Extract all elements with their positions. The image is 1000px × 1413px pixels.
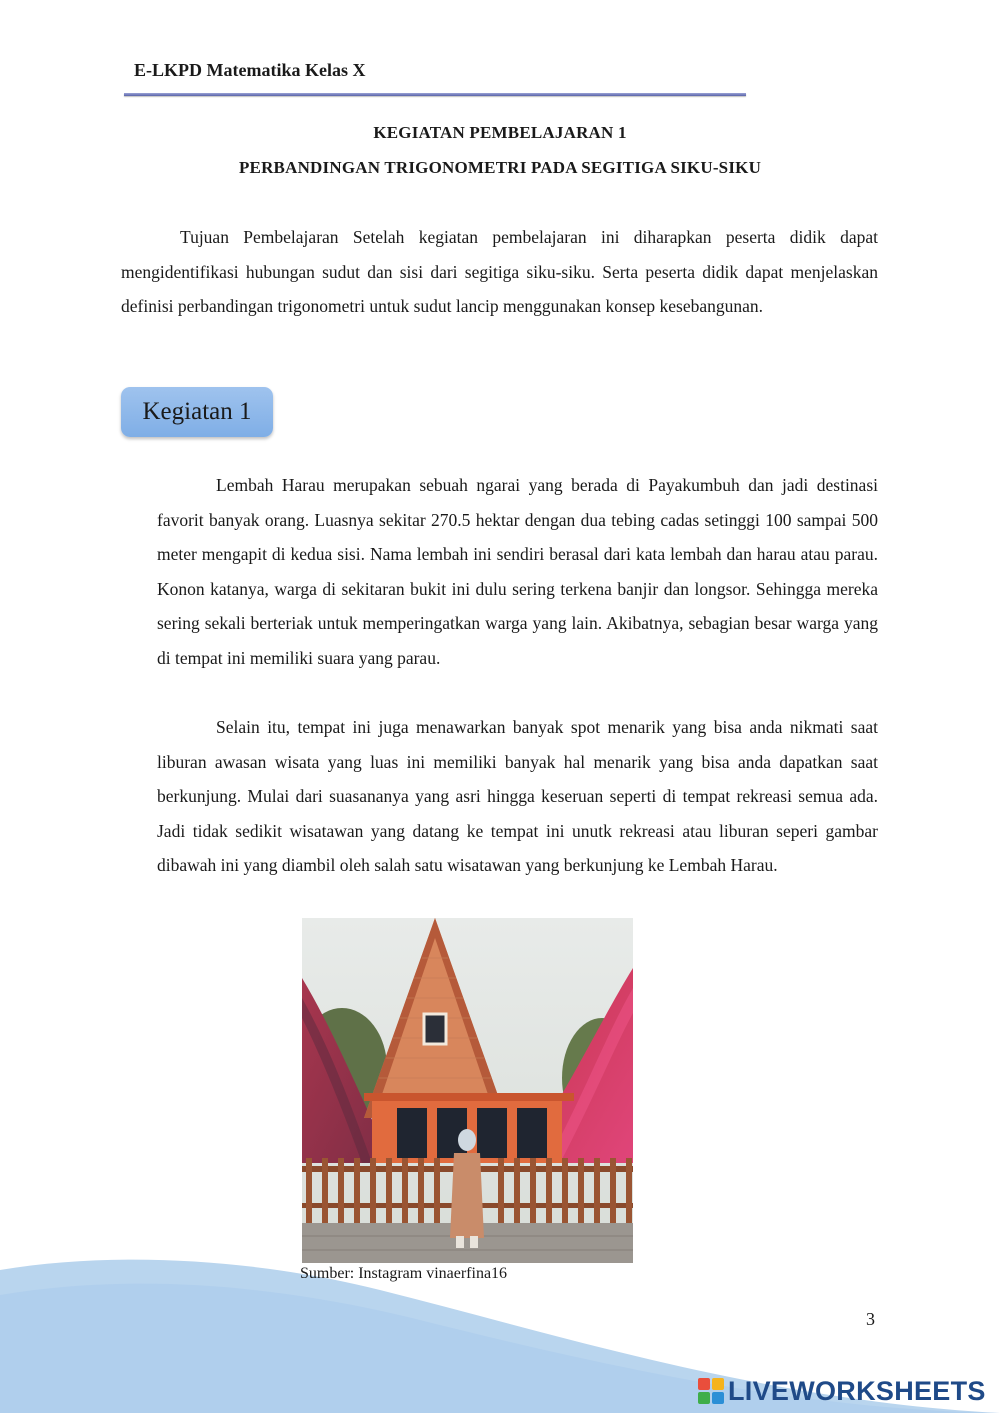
learning-goal-paragraph: Tujuan Pembelajaran Setelah kegiatan pembelajaran ini diharapkan peserta didik dapat mengidentifikasi hubungan sudut dan sisi dari segitiga siku-siku. Serta peserta didik dapat menjelaskan definisi perbandingan trigonometri untuk sudut lancip menggunakan konsep kesebangunan. [121, 227, 878, 317]
liveworksheets-watermark [698, 1376, 986, 1406]
page-number: 3 [866, 1309, 875, 1329]
section-subheading: PERBANDINGAN TRIGONOMETRI PADA SEGITIGA SIKU-SIKU [238, 158, 762, 177]
activity-paragraph-2: Selain itu, tempat ini juga menawarkan banyak spot menarik yang bisa anda nikmati saat liburan awasan wisata yang luas ini memiliki banyak hal menarik yang bisa anda dapatkan saat berkunjung. Mulai dari suasananya yang asri hingga keseruan seperti di tempat rekreasi semua ada. Jadi tidak sedikit wisatawan yang datang ke tempat ini unutk rekreasi atau liburan seperi gambar dibawah ini yang diambil oleh salah satu wisatawan yang berkunjung ke Lembah Harau. [157, 717, 878, 876]
header-divider [124, 93, 746, 96]
liveworksheets-wordmark: LIVEWORKSHEETS [728, 1375, 986, 1406]
activity-paragraph-1: Lembah Harau merupakan sebuah ngarai yang berada di Payakumbuh dan jadi destinasi favorit banyak orang. Luasnya sekitar 270.5 hektar dengan dua tebing cadas setinggi 100 sampai 500 meter mengapit di kedua sisi. Nama lembah ini sendiri berasal dari kata lembah dan harau atau parau. Konon katanya, warga di sekitaran bukit ini dulu sering terkena banjir dan longsor. Sehingga mereka sering sekali berteriak untuk memperingatkan warga yang lain. Akibatnya, sebagian besar warga yang di tempat ini memiliki suara yang parau. [157, 475, 878, 668]
activity-label-text: Kegiatan 1 [142, 398, 252, 425]
liveworksheets-logo-icon [698, 1378, 724, 1404]
section-heading: KEGIATAN PEMBELAJARAN 1 [373, 123, 627, 142]
a-frame-houses-photo [302, 918, 633, 1263]
activity-label-badge [121, 387, 273, 437]
photo-caption: Sumber: Instagram vinaerfina16 [300, 1265, 508, 1282]
document-header-title: E-LKPD Matematika Kelas X [134, 60, 366, 80]
